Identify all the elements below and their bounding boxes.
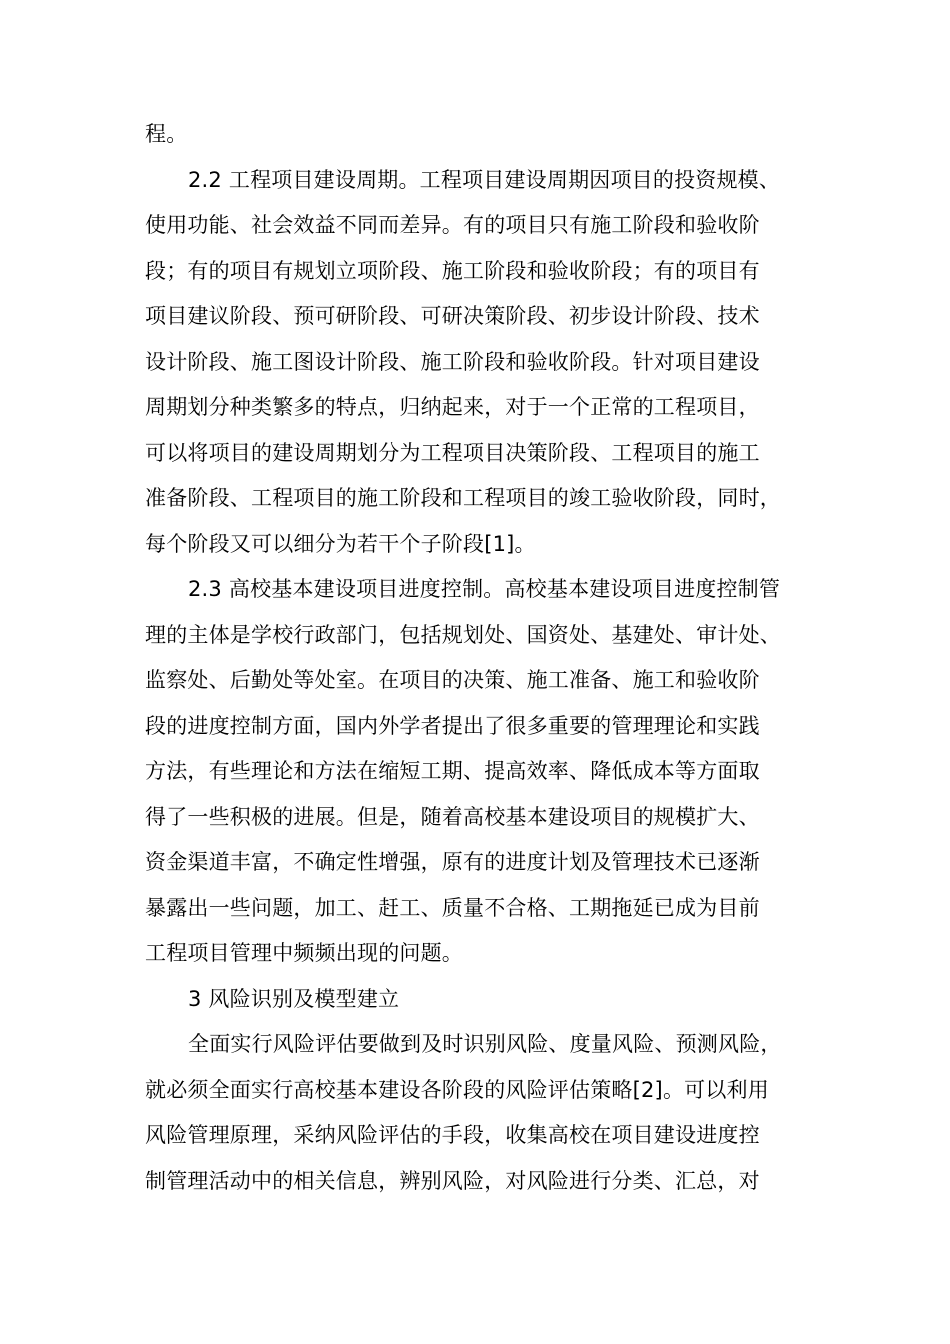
text-line: 2.3 高校基本建设项目进度控制。高校基本建设项目进度控制管 (188, 577, 781, 601)
text-line: 准备阶段、工程项目的施工阶段和工程项目的竣工验收阶段，同时， (145, 486, 781, 510)
text-line: 段的进度控制方面，国内外学者提出了很多重要的管理理论和实践 (145, 714, 760, 738)
text-line: 可以将项目的建设周期划分为工程项目决策阶段、工程项目的施工 (145, 441, 760, 465)
section-heading: 3 风险识别及模型建立 (188, 987, 400, 1011)
text-line: 资金渠道丰富，不确定性增强，原有的进度计划及管理技术已逐渐 (145, 850, 760, 874)
text-line: 程。 (145, 122, 188, 146)
text-line: 段；有的项目有规划立项阶段、施工阶段和验收阶段；有的项目有 (145, 259, 760, 283)
text-line: 工程项目管理中频频出现的问题。 (145, 941, 463, 965)
text-line: 监察处、后勤处等处室。在项目的决策、施工准备、施工和验收阶 (145, 668, 760, 692)
text-line: 就必须全面实行高校基本建设各阶段的风险评估策略[2]。可以利用 (145, 1078, 769, 1102)
text-line: 每个阶段又可以细分为若干个子阶段[1]。 (145, 532, 536, 556)
text-line: 制管理活动中的相关信息，辨别风险，对风险进行分类、汇总，对 (145, 1169, 760, 1193)
text-line: 暴露出一些问题，加工、赶工、质量不合格、工期拖延已成为目前 (145, 896, 760, 920)
text-line: 2.2 工程项目建设周期。工程项目建设周期因项目的投资规模、 (188, 168, 781, 192)
text-line: 使用功能、社会效益不同而差异。有的项目只有施工阶段和验收阶 (145, 213, 760, 237)
text-line: 风险管理原理，采纳风险评估的手段，收集高校在项目建设进度控 (145, 1123, 760, 1147)
text-line: 周期划分种类繁多的特点，归纳起来，对于一个正常的工程项目， (145, 395, 760, 419)
text-line: 理的主体是学校行政部门，包括规划处、国资处、基建处、审计处、 (145, 623, 781, 647)
text-line: 全面实行风险评估要做到及时识别风险、度量风险、预测风险， (188, 1032, 782, 1056)
text-line: 得了一些积极的进展。但是，随着高校基本建设项目的规模扩大、 (145, 805, 760, 829)
text-line: 设计阶段、施工图设计阶段、施工阶段和验收阶段。针对项目建设 (145, 350, 760, 374)
text-line: 方法，有些理论和方法在缩短工期、提高效率、降低成本等方面取 (145, 759, 760, 783)
text-line: 项目建议阶段、预可研阶段、可研决策阶段、初步设计阶段、技术 (145, 304, 760, 328)
